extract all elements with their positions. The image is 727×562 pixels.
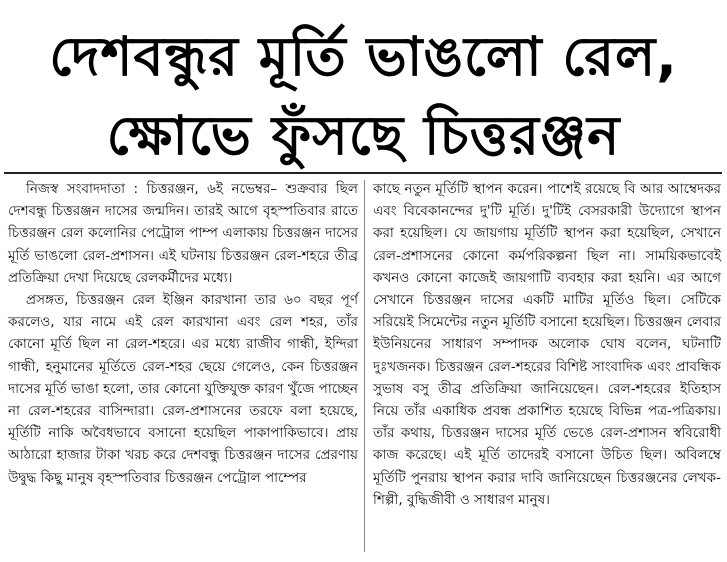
- paragraph-1: নিজস্ব সংবাদদাতা : চিত্তরঞ্জন, ৬ই নভেম্বর– শুক্রবার ছিল দেশবন্ধু চিত্তরঞ্জন দাসের জন্মদিন। তারই আগে বৃহস্পতিবার রাতে চিত্তরঞ্জন রেল কলোনির পেট্রোল পাম্প এলাকায় চিত্তরঞ্জন দাসের মূর্তি ভাঙলো রেল-প্রশাসন। এই ঘটনায় চিত্তরঞ্জন রেল-শহরে তীব্র প্রতিক্রিয়া দেখা দিয়েছে রেলকর্মীদের মধ্যে।: [8, 181, 358, 286]
- headline-line-1: দেশবন্ধুর মূর্তি ভাঙলো রেল,: [49, 25, 678, 88]
- column-divider: [364, 180, 365, 552]
- headline-line-2: ক্ষোভে ফুঁসছে চিত্তরঞ্জন: [106, 104, 621, 167]
- paragraph-3: কাছে নতুন মূর্তিটি স্থাপন করেন। পাশেই রয়েছে বি আর আম্বেদকর এবং বিবেকানন্দের দু'টি মূর্তি। দু'টিই বেসরকারী উদ্যোগে স্থাপন করা হয়েছিল। যে জায়গায় মূর্তিটি স্থাপন করা হয়েছিল, সেখানে রেল-প্রশাসনের কোনো কর্মপরিকল্পনা ছিল না। সাময়িকভাবেই কখনও কোনো কাজেই জায়গাটি ব্যবহার করা হয়নি। এর আগে সেখানে চিত্তরঞ্জন দাসের একটি মাটির মূর্তিও ছিল। সেটিকে সরিয়েই সিমেন্টের নতুন মূর্তিটি বসানো হয়েছিল। চিত্তরঞ্জন লেবার ইউনিয়নের সাধারণ সম্পাদক অলোক ঘোষ বলেন, ঘটনাটি দুঃখজনক। চিত্তরঞ্জন রেল-শহরের বিশিষ্ট সাংবাদিক এবং প্রাবন্ধিক সুভাষ বসু তীব্র প্রতিক্রিয়া জানিয়েছেন। রেল-শহরের ইতিহাস নিয়ে তাঁর একাধিক প্রবন্ধ প্রকাশিত হয়েছে বিভিন্ন পত্র-পত্রিকায়। তাঁর কথায়, চিত্তরঞ্জন দাসের মূর্তি ভেঙে রেল-প্রশাসন স্ববিরোধী কাজ করেছে। এই মূর্তি তাদেরই বসানো উচিত ছিল। অবিলম্বে মূর্তিটি পুনরায় স্থাপন করার দাবি জানিয়েছেন চিত্তরঞ্জনের লেখক-শিল্পী, বুদ্ধিজীবী ও সাধারণ মানুষ।: [373, 181, 721, 508]
- paragraph-2: প্রসঙ্গত, চিত্তরঞ্জন রেল ইঞ্জিন কারখানা তার ৬০ বছর পূর্ণ করলেও, যার নামে এই রেল কারখানা এবং রেল শহর, তাঁর কোনো মূর্তি ছিল না রেল-শহরে। এর মধ্যে রাজীব গান্ধী, ইন্দিরা গান্ধী, হনুমানের মূর্তিতে রেল-শহর ছেয়ে গেলেও, কেন চিত্তরঞ্জন দাসের মূর্তি ভাঙা হলো, তার কোনো যুক্তিযুক্ত কারণ খুঁজে পাচ্ছেন না রেল-শহরের বাসিন্দারা। রেল-প্রশাসনের তরফে বলা হয়েছে, মূর্তিটি নাকি অবৈধভাবে বসানো হয়েছিল পাকাপাকিভাবে। প্রায় আঠারো হাজার টাকা খরচ করে দেশবন্ধু চিত্তরঞ্জন দাসের প্রেরণায় উদ্বুদ্ধ কিছু মানুষ বৃহস্পতিবার চিত্তরঞ্জন পেট্রোল পাম্পের: [8, 292, 358, 486]
- headline-divider: [4, 172, 722, 174]
- article-column-left: [8, 178, 358, 489]
- article-column-right: [373, 178, 721, 511]
